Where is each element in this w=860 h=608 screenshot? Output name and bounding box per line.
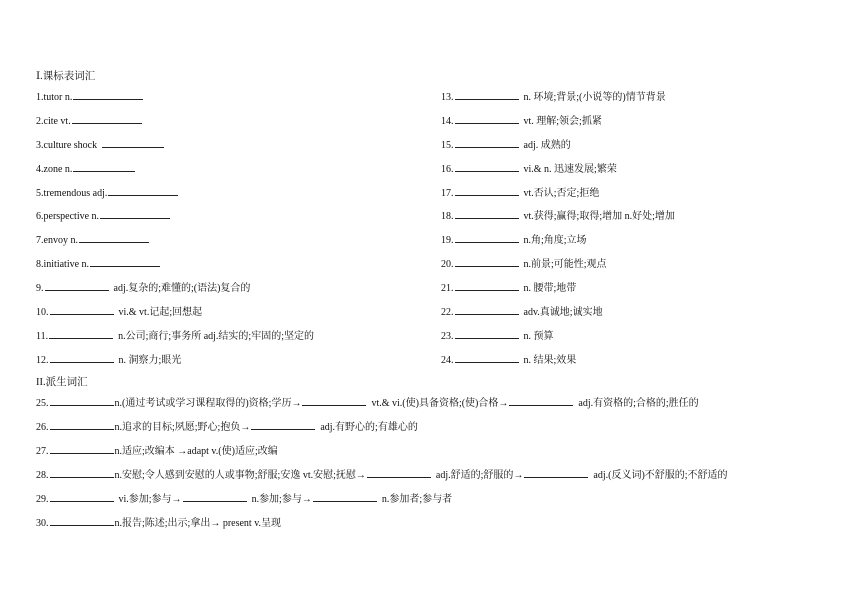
vocab-item-7: 7.envoy n. xyxy=(36,233,150,248)
answer-blank[interactable] xyxy=(455,138,519,148)
section-1-heading: Ⅰ.课标表词汇 xyxy=(36,71,96,82)
vocab-item-19: 19. n.角;角度;立场 xyxy=(441,235,587,246)
answer-blank[interactable] xyxy=(100,209,170,219)
vocab-item-4: 4.zone n. xyxy=(36,162,136,177)
answer-blank[interactable] xyxy=(102,138,164,148)
answer-blank[interactable] xyxy=(50,396,114,406)
answer-blank[interactable] xyxy=(108,186,178,196)
section-2-heading: II.派生词汇 xyxy=(36,377,88,388)
answer-blank[interactable] xyxy=(49,329,113,339)
vocab-item-22: 22. adv.真诚地;诚实地 xyxy=(441,307,603,318)
answer-blank[interactable] xyxy=(302,396,366,406)
derived-item-30: 30. n.报告;陈述;出示;拿出→ present v.呈现 xyxy=(36,518,282,529)
vocab-item-3: 3.culture shock xyxy=(36,138,165,153)
vocab-item-5: 5.tremendous adj. xyxy=(36,186,179,201)
answer-blank[interactable] xyxy=(455,114,519,124)
answer-blank[interactable] xyxy=(455,329,519,339)
answer-blank[interactable] xyxy=(50,468,114,478)
answer-blank[interactable] xyxy=(50,305,114,315)
answer-blank[interactable] xyxy=(455,186,519,196)
vocab-item-8: 8.initiative n. xyxy=(36,257,161,272)
derived-item-26: 26. n.追求的目标;夙愿;野心;抱负→ adj.有野心的;有雄心的 xyxy=(36,422,418,433)
derived-item-25: 25. n.(通过考试或学习课程取得的)资格;学历→ vt.& vi.(使)具备资格;(使)合格→ adj.有资格的;合格的;胜任的 xyxy=(36,398,699,409)
answer-blank[interactable] xyxy=(90,257,160,267)
vocab-item-20: 20. n.前景;可能性;观点 xyxy=(441,259,607,270)
answer-blank[interactable] xyxy=(455,353,519,363)
answer-blank[interactable] xyxy=(251,420,315,430)
vocab-item-17: 17. vt.否认;否定;拒绝 xyxy=(441,188,600,199)
vocab-item-24: 24. n. 结果;效果 xyxy=(441,355,577,366)
derived-item-27: 27. n.适应;改编本 →adapt v.(使)适应;改编 xyxy=(36,446,278,457)
derived-item-28: 28. n.安慰;令人感到安慰的人或事物;舒服;安逸 vt.安慰;抚慰→ adj.舒适的;舒服的→ adj.(反义词)不舒服的;不舒适的 xyxy=(36,470,728,481)
answer-blank[interactable] xyxy=(455,257,519,267)
answer-blank[interactable] xyxy=(455,233,519,243)
vocab-item-14: 14. vt. 理解;领会;抓紧 xyxy=(441,116,602,127)
vocab-item-2: 2.cite vt. xyxy=(36,114,143,129)
answer-blank[interactable] xyxy=(183,492,247,502)
vocab-item-12: 12. n. 洞察力;眼光 xyxy=(36,355,182,366)
answer-blank[interactable] xyxy=(455,305,519,315)
answer-blank[interactable] xyxy=(367,468,431,478)
vocab-item-10: 10. vi.& vt.记起;回想起 xyxy=(36,307,203,318)
answer-blank[interactable] xyxy=(72,114,142,124)
vocab-item-16: 16. vi.& n. 迅速发展;繁荣 xyxy=(441,164,617,175)
vocab-item-6: 6.perspective n. xyxy=(36,209,171,224)
vocab-item-18: 18. vt.获得;赢得;取得;增加 n.好处;增加 xyxy=(441,211,675,222)
answer-blank[interactable] xyxy=(524,468,588,478)
answer-blank[interactable] xyxy=(79,233,149,243)
answer-blank[interactable] xyxy=(50,420,114,430)
vocab-item-9: 9. adj.复杂的;难懂的;(语法)复合的 xyxy=(36,283,251,294)
answer-blank[interactable] xyxy=(455,90,519,100)
answer-blank[interactable] xyxy=(50,516,114,526)
answer-blank[interactable] xyxy=(313,492,377,502)
answer-blank[interactable] xyxy=(45,281,109,291)
answer-blank[interactable] xyxy=(73,162,135,172)
vocab-item-23: 23. n. 预算 xyxy=(441,331,554,342)
answer-blank[interactable] xyxy=(455,209,519,219)
vocab-item-15: 15. adj. 成熟的 xyxy=(441,140,571,151)
answer-blank[interactable] xyxy=(73,90,143,100)
derived-item-29: 29. vi.参加;参与→ n.参加;参与→ n.参加者;参与者 xyxy=(36,494,453,505)
vocab-item-21: 21. n. 腰带;地带 xyxy=(441,283,577,294)
answer-blank[interactable] xyxy=(50,444,114,454)
answer-blank[interactable] xyxy=(50,492,114,502)
vocab-item-11: 11. n.公司;商行;事务所 adj.结实的;牢固的;坚定的 xyxy=(36,331,314,342)
answer-blank[interactable] xyxy=(455,162,519,172)
answer-blank[interactable] xyxy=(455,281,519,291)
vocab-item-1: 1.tutor n. xyxy=(36,90,144,105)
answer-blank[interactable] xyxy=(509,396,573,406)
answer-blank[interactable] xyxy=(50,353,114,363)
vocab-item-13: 13. n. 环境;背景;(小说等的)情节背景 xyxy=(441,92,666,103)
